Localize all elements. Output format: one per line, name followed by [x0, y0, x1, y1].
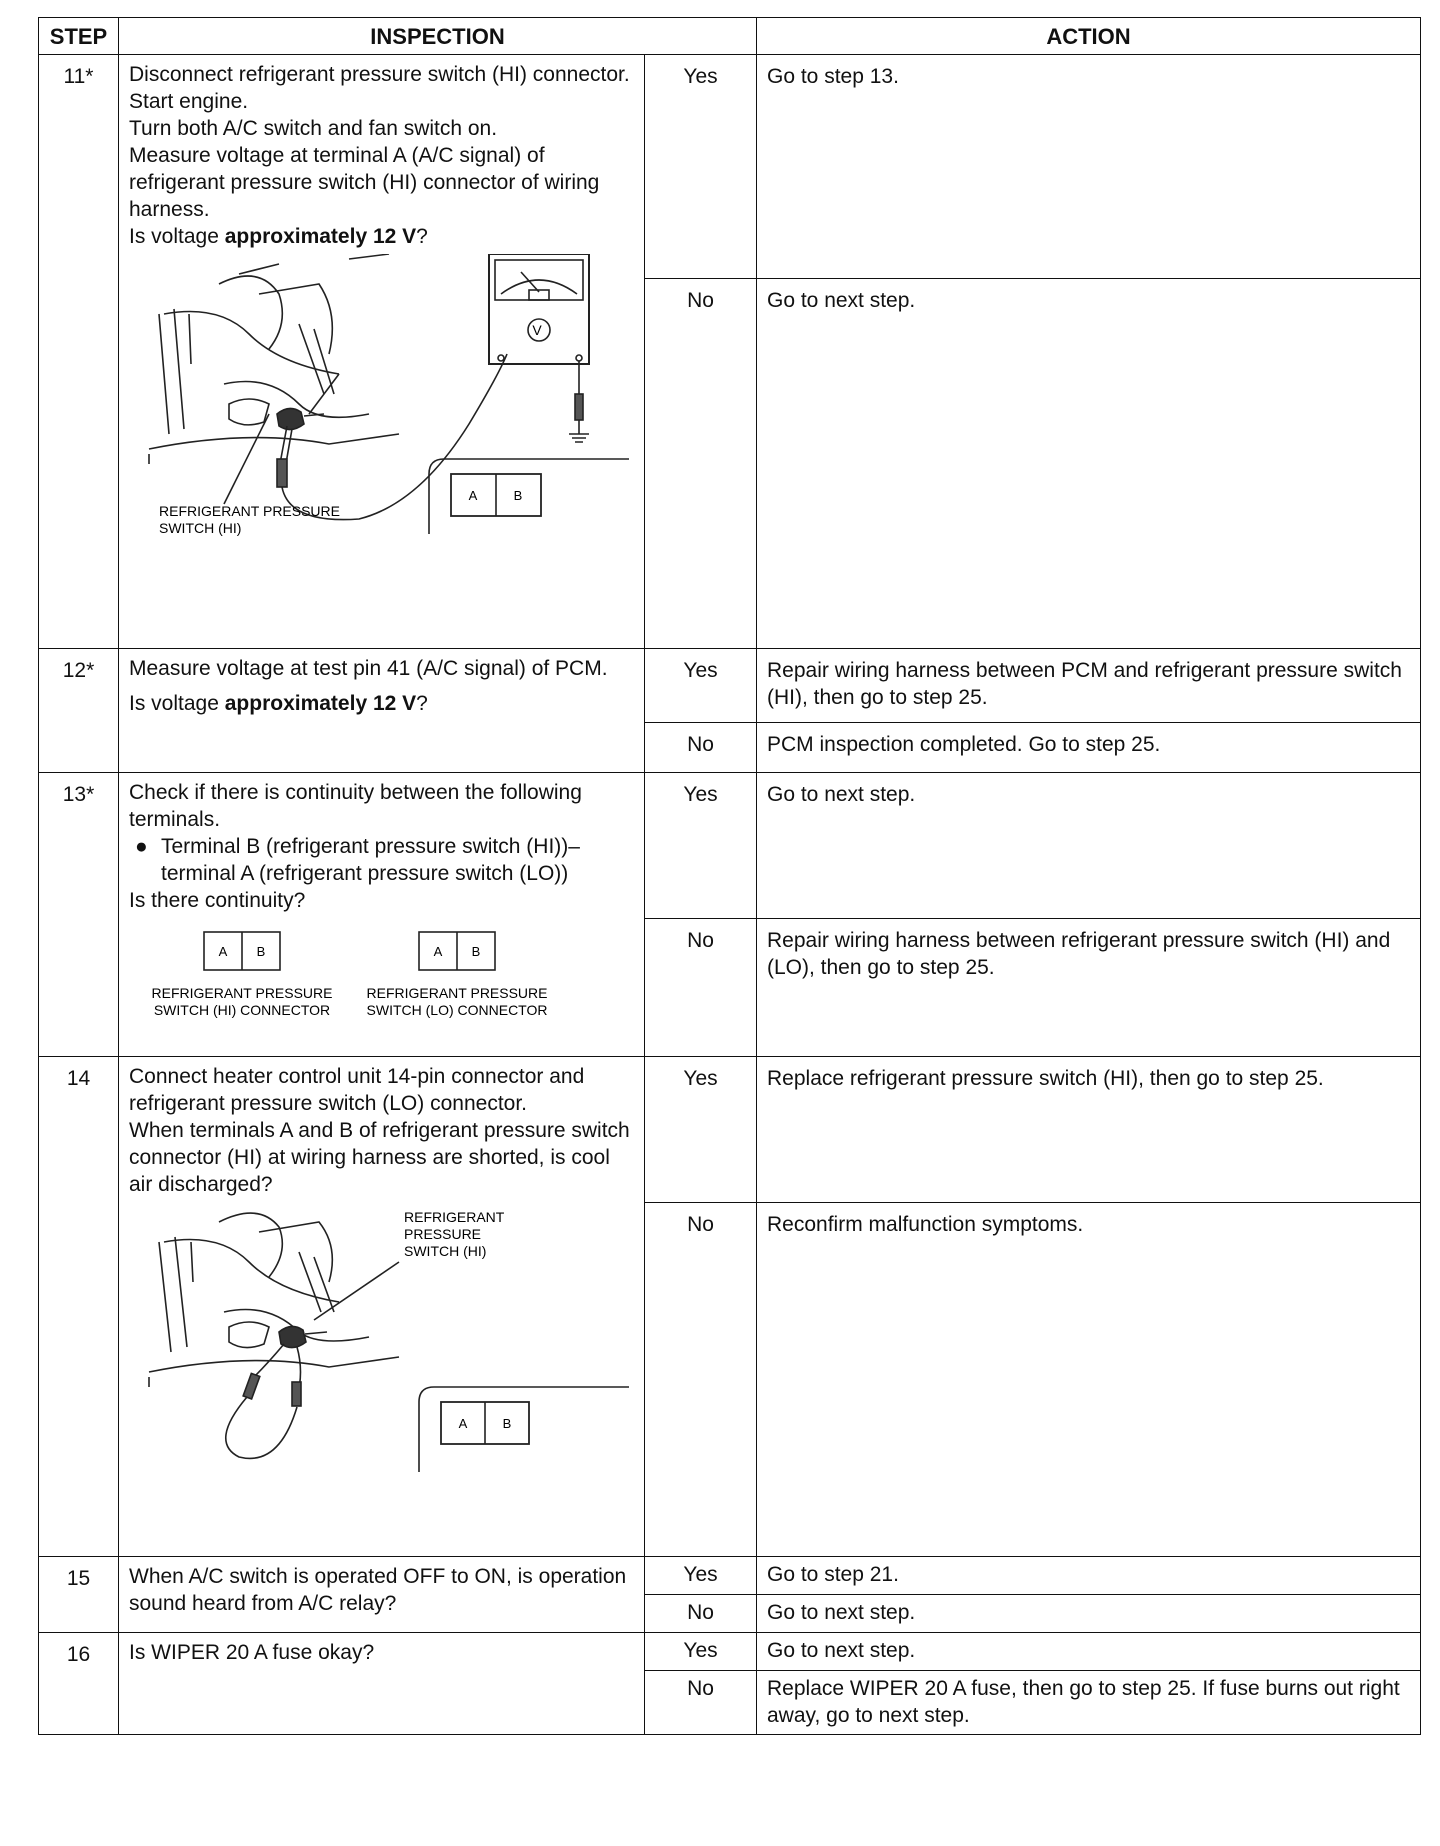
header-inspection: INSPECTION	[119, 18, 757, 55]
inspection-text: Check if there is continuity between the following terminals.	[129, 781, 582, 831]
no-action: Replace WIPER 20 A fuse, then go to step 25. If fuse burns out right away, go to next step.	[757, 1671, 1421, 1735]
figure-label: SWITCH (HI)	[404, 1243, 487, 1259]
no-action: Repair wiring harness between refrigerant pressure switch (HI) and (LO), then go to step 25.	[757, 919, 1421, 1057]
no-action: PCM inspection completed. Go to step 25.	[757, 723, 1421, 773]
short-circuit-illustration	[129, 1202, 629, 1472]
connector-label: REFRIGERANT PRESSURE	[151, 985, 333, 1001]
step-13-yes-row	[39, 773, 1421, 919]
step-12-yes-row	[39, 649, 1421, 723]
yes-label: Yes	[645, 773, 757, 919]
inspection-text: Disconnect refrigerant pressure switch (HI) connector. Start engine. Turn both A/C switch and fan switch on. Measure voltage at terminal A (A/C signal) of refrigerant pressure switch (HI) connector of wiring harness. Is voltage approximately 12 V?	[129, 63, 630, 248]
yes-action: Go to next step.	[757, 1633, 1421, 1671]
yes-action: Replace refrigerant pressure switch (HI), then go to step 25.	[757, 1057, 1421, 1203]
yes-action: Go to step 21.	[757, 1557, 1421, 1595]
step-14-inspection	[119, 1057, 645, 1557]
step-number: 11*	[39, 55, 119, 649]
terminal-b-label: B	[471, 944, 481, 959]
header-action: ACTION	[757, 18, 1421, 55]
step-11-yes-row	[39, 55, 1421, 279]
bullet-item: ● Terminal B (refrigerant pressure switch (HI))–terminal A (refrigerant pressure switch (LO))	[135, 835, 580, 885]
terminal-a-label: A	[218, 944, 228, 959]
meter-v-symbol: V	[532, 322, 542, 338]
no-action: Go to next step.	[757, 279, 1421, 649]
diagnostic-table	[38, 17, 1421, 1735]
yes-label: Yes	[645, 1057, 757, 1203]
voltmeter-illustration	[129, 254, 629, 544]
header-row	[39, 18, 1421, 55]
figure-label: REFRIGERANT PRESSURE	[159, 503, 340, 519]
step-number: 16	[39, 1633, 119, 1735]
step-number: 15	[39, 1557, 119, 1633]
step-number: 12*	[39, 649, 119, 773]
yes-label: Yes	[645, 1557, 757, 1595]
no-label: No	[645, 1595, 757, 1633]
no-label: No	[645, 919, 757, 1057]
yes-label: Yes	[645, 1633, 757, 1671]
figure-label: PRESSURE	[404, 1226, 482, 1242]
terminal-a-label: A	[458, 1416, 468, 1431]
step-11-inspection	[119, 55, 645, 649]
connector-label: SWITCH (LO) CONNECTOR	[366, 1002, 548, 1018]
yes-action: Go to next step.	[757, 773, 1421, 919]
yes-action: Repair wiring harness between PCM and refrigerant pressure switch (HI), then go to step 25.	[757, 649, 1421, 723]
step-13-inspection	[119, 773, 645, 1057]
inspection-text: Measure voltage at test pin 41 (A/C signal) of PCM.	[129, 657, 608, 680]
terminal-a-label: A	[468, 488, 478, 503]
figure-label: REFRIGERANT	[404, 1209, 505, 1225]
connectors-illustration	[129, 918, 629, 1028]
no-action: Go to next step.	[757, 1595, 1421, 1633]
step-15-yes-row	[39, 1557, 1421, 1595]
bullet-icon: ●	[135, 835, 148, 858]
step-16-yes-row	[39, 1633, 1421, 1671]
inspection-question: Is voltage approximately 12 V?	[129, 692, 428, 715]
terminal-b-label: B	[513, 488, 523, 503]
terminal-b-label: B	[502, 1416, 512, 1431]
yes-action: Go to step 13.	[757, 55, 1421, 279]
connector-label: SWITCH (HI) CONNECTOR	[153, 1002, 331, 1018]
step-12-inspection	[119, 649, 645, 773]
no-label: No	[645, 723, 757, 773]
figure-label: SWITCH (HI)	[159, 520, 242, 536]
header-step: STEP	[39, 18, 119, 55]
step-16-inspection: Is WIPER 20 A fuse okay?	[119, 1633, 645, 1735]
terminal-b-label: B	[256, 944, 266, 959]
step-number: 13*	[39, 773, 119, 1057]
terminal-a-label: A	[433, 944, 443, 959]
step-number: 14	[39, 1057, 119, 1557]
no-label: No	[645, 1671, 757, 1735]
no-action: Reconfirm malfunction symptoms.	[757, 1203, 1421, 1557]
no-label: No	[645, 279, 757, 649]
yes-label: Yes	[645, 649, 757, 723]
step-14-yes-row	[39, 1057, 1421, 1203]
yes-label: Yes	[645, 55, 757, 279]
inspection-question: Is there continuity?	[129, 889, 306, 912]
inspection-text: Connect heater control unit 14-pin connector and refrigerant pressure switch (LO) connector. When terminals A and B of refrigerant pressure switch connector (HI) at wiring harness are shorted, is cool air discharged?	[129, 1065, 630, 1196]
step-15-inspection: When A/C switch is operated OFF to ON, is operation sound heard from A/C relay?	[119, 1557, 645, 1633]
no-label: No	[645, 1203, 757, 1557]
connector-label: REFRIGERANT PRESSURE	[366, 985, 548, 1001]
